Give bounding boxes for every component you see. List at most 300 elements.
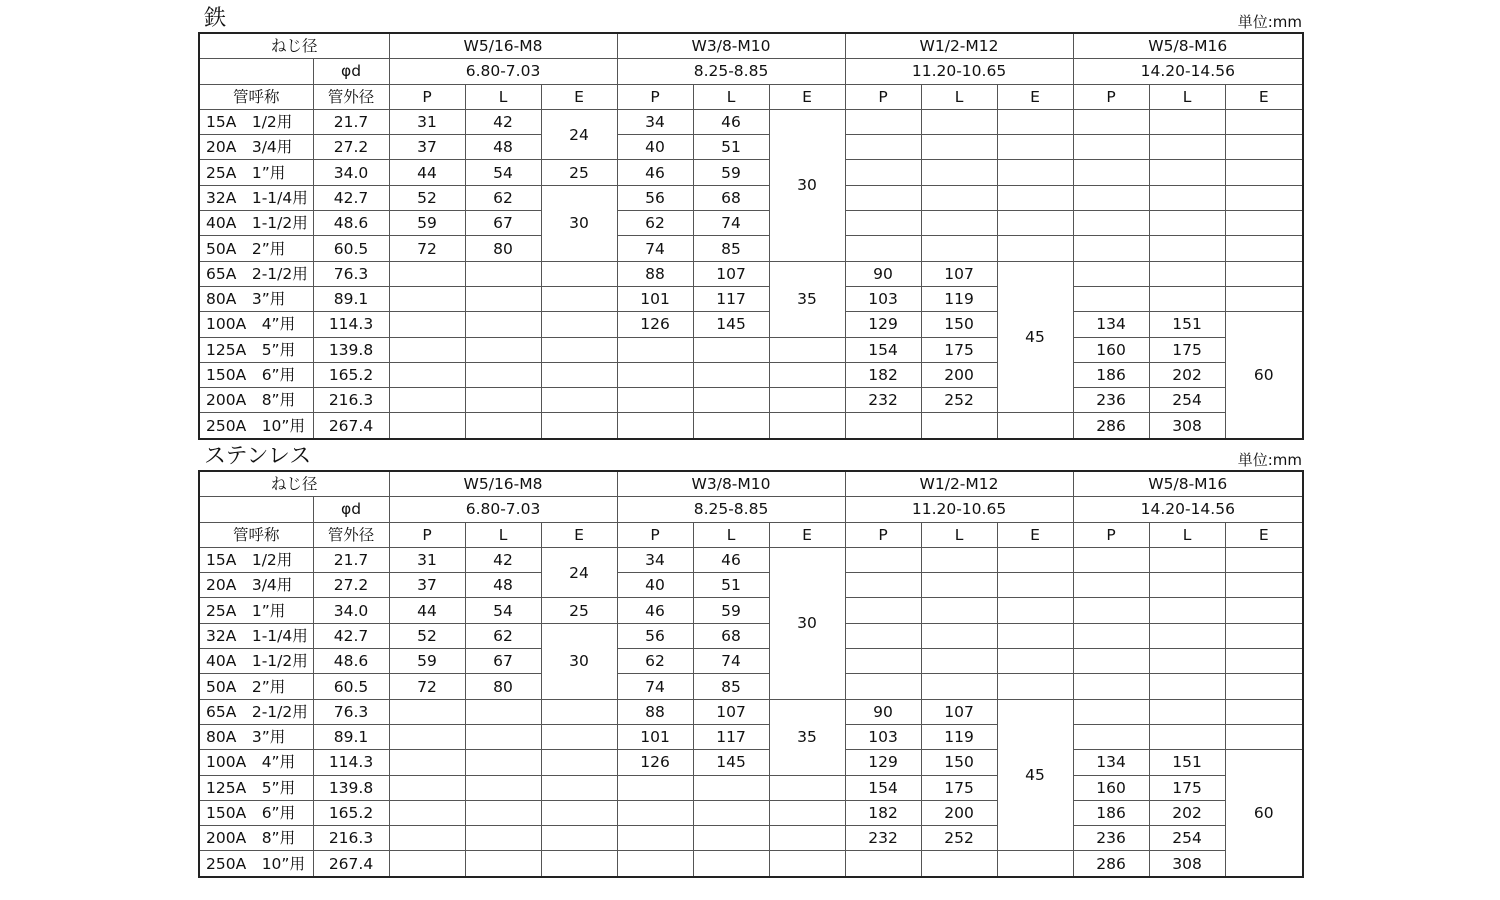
pipe-od-cell: 89.1 xyxy=(313,724,389,749)
empty-cell xyxy=(465,800,541,825)
table-row xyxy=(199,211,1303,236)
empty-cell xyxy=(1225,160,1303,185)
value-cell: 44 xyxy=(389,160,465,185)
value-cell: 134 xyxy=(1073,312,1149,337)
value-cell: 60 xyxy=(1225,312,1303,439)
empty-cell xyxy=(1073,160,1149,185)
pipe-od-cell: 76.3 xyxy=(313,261,389,286)
col-header-l: L xyxy=(921,522,997,547)
empty-cell xyxy=(389,724,465,749)
empty-cell xyxy=(541,750,617,775)
pipe-od-cell: 139.8 xyxy=(313,337,389,362)
value-cell: 56 xyxy=(617,623,693,648)
pipe-name-cell: 125A 5”用 xyxy=(199,775,313,800)
empty-cell xyxy=(1073,185,1149,210)
empty-cell xyxy=(465,337,541,362)
pipe-od-label: 管外径 xyxy=(313,84,389,109)
empty-cell xyxy=(769,413,845,439)
value-cell: 145 xyxy=(693,750,769,775)
thread-name: W1/2-M12 xyxy=(845,33,1073,59)
value-cell: 119 xyxy=(921,724,997,749)
empty-cell xyxy=(845,160,921,185)
pipe-od-label: 管外径 xyxy=(313,522,389,547)
table-row xyxy=(199,109,1303,134)
empty-cell xyxy=(1149,674,1225,699)
col-header-p: P xyxy=(845,522,921,547)
pipe-name-cell: 40A 1-1/2用 xyxy=(199,649,313,674)
empty-cell xyxy=(1149,135,1225,160)
value-cell: 62 xyxy=(617,211,693,236)
value-cell: 59 xyxy=(389,649,465,674)
value-cell: 107 xyxy=(921,699,997,724)
empty-cell xyxy=(465,699,541,724)
empty-cell xyxy=(389,362,465,387)
value-cell: 59 xyxy=(693,160,769,185)
empty-cell xyxy=(541,851,617,877)
table-row xyxy=(199,337,1303,362)
thread-range: 14.20-14.56 xyxy=(1073,59,1303,84)
empty-cell xyxy=(541,337,617,362)
empty-cell xyxy=(997,185,1073,210)
empty-cell xyxy=(1225,623,1303,648)
empty-cell xyxy=(1073,211,1149,236)
pipe-name-cell: 100A 4”用 xyxy=(199,750,313,775)
value-cell: 40 xyxy=(617,135,693,160)
phi-label: φd xyxy=(313,497,389,522)
table-row xyxy=(199,573,1303,598)
value-cell: 236 xyxy=(1073,388,1149,413)
col-header-l: L xyxy=(921,84,997,109)
thread-name: W5/16-M8 xyxy=(389,33,617,59)
table-row xyxy=(199,598,1303,623)
table-row xyxy=(199,851,1303,877)
value-cell: 34 xyxy=(617,547,693,572)
col-header-l: L xyxy=(1149,84,1225,109)
empty-cell xyxy=(921,160,997,185)
value-cell: 37 xyxy=(389,573,465,598)
empty-cell xyxy=(617,388,693,413)
value-cell: 286 xyxy=(1073,851,1149,877)
empty-cell xyxy=(997,109,1073,134)
value-cell: 85 xyxy=(693,236,769,261)
value-cell: 160 xyxy=(1073,775,1149,800)
empty-cell xyxy=(389,826,465,851)
empty-cell xyxy=(997,851,1073,877)
column-header-row xyxy=(199,84,1303,109)
value-cell: 150 xyxy=(921,750,997,775)
empty-cell xyxy=(997,674,1073,699)
pipe-od-cell: 48.6 xyxy=(313,649,389,674)
empty-cell xyxy=(541,800,617,825)
value-cell: 186 xyxy=(1073,800,1149,825)
thread-name: W3/8-M10 xyxy=(617,471,845,497)
value-cell: 72 xyxy=(389,674,465,699)
empty-cell xyxy=(465,750,541,775)
value-cell: 52 xyxy=(389,623,465,648)
value-cell: 68 xyxy=(693,623,769,648)
thread-name: W5/8-M16 xyxy=(1073,471,1303,497)
empty-cell xyxy=(1149,160,1225,185)
empty-cell xyxy=(769,388,845,413)
value-cell: 90 xyxy=(845,261,921,286)
pipe-name-cell: 15A 1/2用 xyxy=(199,547,313,572)
value-cell: 56 xyxy=(617,185,693,210)
empty-cell xyxy=(389,775,465,800)
value-cell: 232 xyxy=(845,826,921,851)
value-cell: 35 xyxy=(769,261,845,337)
unit-label: 単位:mm xyxy=(1237,451,1302,469)
table-row xyxy=(199,699,1303,724)
column-header-row xyxy=(199,522,1303,547)
value-cell: 154 xyxy=(845,337,921,362)
empty-cell xyxy=(541,286,617,311)
section-stainless xyxy=(198,440,1302,878)
pipe-name-cell: 250A 10”用 xyxy=(199,851,313,877)
pipe-od-cell: 42.7 xyxy=(313,185,389,210)
value-cell: 119 xyxy=(921,286,997,311)
value-cell: 60 xyxy=(1225,750,1303,877)
empty-cell xyxy=(845,851,921,877)
empty-cell xyxy=(1149,724,1225,749)
empty-cell xyxy=(389,800,465,825)
value-cell: 68 xyxy=(693,185,769,210)
col-header-p: P xyxy=(845,84,921,109)
empty-cell xyxy=(1073,674,1149,699)
empty-cell xyxy=(845,135,921,160)
empty-cell xyxy=(845,185,921,210)
empty-cell xyxy=(541,413,617,439)
value-cell: 59 xyxy=(389,211,465,236)
value-cell: 200 xyxy=(921,800,997,825)
value-cell: 51 xyxy=(693,135,769,160)
empty-cell xyxy=(1073,261,1149,286)
empty-cell xyxy=(541,775,617,800)
empty-cell xyxy=(997,413,1073,439)
empty-cell xyxy=(1225,573,1303,598)
spec-table xyxy=(198,32,1304,440)
empty-cell xyxy=(617,826,693,851)
empty-cell xyxy=(693,775,769,800)
empty-cell xyxy=(845,547,921,572)
pipe-od-cell: 267.4 xyxy=(313,413,389,439)
thread-range: 6.80-7.03 xyxy=(389,59,617,84)
value-cell: 74 xyxy=(693,211,769,236)
empty-cell xyxy=(465,826,541,851)
table-row xyxy=(199,649,1303,674)
thread-range: 14.20-14.56 xyxy=(1073,497,1303,522)
thread-name: W5/16-M8 xyxy=(389,471,617,497)
empty-cell xyxy=(389,750,465,775)
pipe-od-cell: 21.7 xyxy=(313,547,389,572)
empty-cell xyxy=(1225,724,1303,749)
empty-cell xyxy=(1225,674,1303,699)
table-row xyxy=(199,160,1303,185)
empty-cell xyxy=(389,699,465,724)
empty-cell xyxy=(617,775,693,800)
col-header-e: E xyxy=(769,522,845,547)
empty-cell xyxy=(997,547,1073,572)
value-cell: 129 xyxy=(845,750,921,775)
empty-cell xyxy=(769,851,845,877)
empty-cell xyxy=(769,775,845,800)
value-cell: 175 xyxy=(921,337,997,362)
empty-cell xyxy=(845,623,921,648)
value-cell: 45 xyxy=(997,261,1073,413)
empty-cell xyxy=(617,413,693,439)
empty-cell xyxy=(617,362,693,387)
value-cell: 286 xyxy=(1073,413,1149,439)
pipe-name-cell: 80A 3”用 xyxy=(199,286,313,311)
value-cell: 175 xyxy=(1149,775,1225,800)
section-header xyxy=(198,2,1302,32)
value-cell: 52 xyxy=(389,185,465,210)
empty-cell xyxy=(693,826,769,851)
empty-cell xyxy=(769,362,845,387)
value-cell: 252 xyxy=(921,826,997,851)
empty-cell xyxy=(1225,699,1303,724)
empty-cell xyxy=(389,388,465,413)
pipe-od-cell: 76.3 xyxy=(313,699,389,724)
value-cell: 202 xyxy=(1149,362,1225,387)
value-cell: 30 xyxy=(769,109,845,261)
value-cell: 88 xyxy=(617,261,693,286)
diameter-header-row xyxy=(199,497,1303,522)
value-cell: 107 xyxy=(693,699,769,724)
value-cell: 308 xyxy=(1149,413,1225,439)
thread-range: 8.25-8.85 xyxy=(617,59,845,84)
value-cell: 202 xyxy=(1149,800,1225,825)
table-row xyxy=(199,413,1303,439)
table-row xyxy=(199,826,1303,851)
value-cell: 107 xyxy=(693,261,769,286)
value-cell: 90 xyxy=(845,699,921,724)
pipe-od-cell: 216.3 xyxy=(313,388,389,413)
empty-cell xyxy=(617,800,693,825)
empty-cell xyxy=(693,851,769,877)
value-cell: 42 xyxy=(465,109,541,134)
empty-cell xyxy=(389,413,465,439)
value-cell: 44 xyxy=(389,598,465,623)
empty-cell xyxy=(1225,109,1303,134)
value-cell: 31 xyxy=(389,109,465,134)
pipe-name-label: 管呼称 xyxy=(199,522,313,547)
value-cell: 67 xyxy=(465,211,541,236)
value-cell: 175 xyxy=(1149,337,1225,362)
empty-cell xyxy=(1073,547,1149,572)
value-cell: 54 xyxy=(465,160,541,185)
empty-cell xyxy=(389,851,465,877)
empty-cell xyxy=(997,211,1073,236)
value-cell: 24 xyxy=(541,547,617,598)
value-cell: 252 xyxy=(921,388,997,413)
col-header-e: E xyxy=(1225,84,1303,109)
empty-cell xyxy=(1073,109,1149,134)
thread-name: W3/8-M10 xyxy=(617,33,845,59)
value-cell: 186 xyxy=(1073,362,1149,387)
value-cell: 117 xyxy=(693,286,769,311)
value-cell: 254 xyxy=(1149,388,1225,413)
col-header-e: E xyxy=(541,84,617,109)
col-header-e: E xyxy=(541,522,617,547)
empty-cell xyxy=(921,598,997,623)
value-cell: 25 xyxy=(541,598,617,623)
pipe-name-cell: 80A 3”用 xyxy=(199,724,313,749)
value-cell: 62 xyxy=(617,649,693,674)
col-header-p: P xyxy=(1073,522,1149,547)
col-header-e: E xyxy=(1225,522,1303,547)
empty-cell xyxy=(693,800,769,825)
empty-cell xyxy=(921,109,997,134)
pipe-od-cell: 60.5 xyxy=(313,674,389,699)
pipe-name-cell: 100A 4”用 xyxy=(199,312,313,337)
empty-cell xyxy=(1225,649,1303,674)
value-cell: 232 xyxy=(845,388,921,413)
diameter-header-row xyxy=(199,59,1303,84)
pipe-name-cell: 32A 1-1/4用 xyxy=(199,623,313,648)
value-cell: 160 xyxy=(1073,337,1149,362)
section-header xyxy=(198,440,1302,470)
empty-cell xyxy=(1073,724,1149,749)
value-cell: 150 xyxy=(921,312,997,337)
empty-cell xyxy=(997,573,1073,598)
empty-cell xyxy=(997,623,1073,648)
empty-cell xyxy=(1225,261,1303,286)
empty-cell xyxy=(921,236,997,261)
pipe-name-cell: 25A 1”用 xyxy=(199,598,313,623)
empty-cell xyxy=(769,800,845,825)
empty-cell xyxy=(389,261,465,286)
col-header-p: P xyxy=(389,522,465,547)
value-cell: 54 xyxy=(465,598,541,623)
value-cell: 48 xyxy=(465,135,541,160)
empty-cell xyxy=(541,826,617,851)
value-cell: 37 xyxy=(389,135,465,160)
empty-cell xyxy=(845,674,921,699)
empty-cell xyxy=(1225,547,1303,572)
empty-cell xyxy=(541,261,617,286)
pipe-name-label: 管呼称 xyxy=(199,84,313,109)
value-cell: 74 xyxy=(617,674,693,699)
pipe-od-cell: 114.3 xyxy=(313,312,389,337)
empty-cell xyxy=(921,674,997,699)
unit-label: 単位:mm xyxy=(1237,13,1302,31)
value-cell: 80 xyxy=(465,236,541,261)
empty-cell xyxy=(1149,261,1225,286)
pipe-od-cell: 216.3 xyxy=(313,826,389,851)
empty-cell xyxy=(1073,699,1149,724)
phi-label: φd xyxy=(313,59,389,84)
empty-cell xyxy=(769,826,845,851)
value-cell: 51 xyxy=(693,573,769,598)
empty-cell xyxy=(389,312,465,337)
empty-cell xyxy=(465,286,541,311)
value-cell: 88 xyxy=(617,699,693,724)
table-row xyxy=(199,185,1303,210)
pipe-name-cell: 20A 3/4用 xyxy=(199,573,313,598)
empty-cell xyxy=(845,211,921,236)
value-cell: 40 xyxy=(617,573,693,598)
value-cell: 182 xyxy=(845,362,921,387)
value-cell: 80 xyxy=(465,674,541,699)
table-row xyxy=(199,312,1303,337)
value-cell: 46 xyxy=(693,109,769,134)
value-cell: 30 xyxy=(769,547,845,699)
empty-cell xyxy=(199,59,313,84)
empty-cell xyxy=(1149,623,1225,648)
pipe-name-cell: 150A 6”用 xyxy=(199,800,313,825)
pipe-name-cell: 40A 1-1/2用 xyxy=(199,211,313,236)
empty-cell xyxy=(1073,135,1149,160)
value-cell: 107 xyxy=(921,261,997,286)
pipe-od-cell: 267.4 xyxy=(313,851,389,877)
empty-cell xyxy=(1225,236,1303,261)
pipe-od-cell: 165.2 xyxy=(313,800,389,825)
empty-cell xyxy=(1225,185,1303,210)
pipe-name-cell: 200A 8”用 xyxy=(199,388,313,413)
value-cell: 117 xyxy=(693,724,769,749)
spec-table xyxy=(198,470,1304,878)
thread-range: 6.80-7.03 xyxy=(389,497,617,522)
thread-range: 11.20-10.65 xyxy=(845,59,1073,84)
empty-cell xyxy=(997,160,1073,185)
pipe-name-cell: 15A 1/2用 xyxy=(199,109,313,134)
empty-cell xyxy=(199,497,313,522)
pipe-name-cell: 50A 2”用 xyxy=(199,674,313,699)
empty-cell xyxy=(465,312,541,337)
table-row xyxy=(199,135,1303,160)
pipe-name-cell: 25A 1”用 xyxy=(199,160,313,185)
thread-label: ねじ径 xyxy=(199,471,389,497)
value-cell: 175 xyxy=(921,775,997,800)
value-cell: 74 xyxy=(693,649,769,674)
empty-cell xyxy=(845,573,921,598)
empty-cell xyxy=(997,649,1073,674)
table-row xyxy=(199,362,1303,387)
value-cell: 46 xyxy=(617,160,693,185)
thread-name: W1/2-M12 xyxy=(845,471,1073,497)
section-title: 鉄 xyxy=(204,6,227,31)
empty-cell xyxy=(1073,573,1149,598)
empty-cell xyxy=(465,362,541,387)
empty-cell xyxy=(1149,109,1225,134)
table-row xyxy=(199,388,1303,413)
pipe-od-cell: 139.8 xyxy=(313,775,389,800)
empty-cell xyxy=(465,724,541,749)
value-cell: 254 xyxy=(1149,826,1225,851)
empty-cell xyxy=(997,135,1073,160)
table-row xyxy=(199,800,1303,825)
value-cell: 48 xyxy=(465,573,541,598)
empty-cell xyxy=(693,413,769,439)
value-cell: 182 xyxy=(845,800,921,825)
table-row xyxy=(199,547,1303,572)
pipe-od-cell: 114.3 xyxy=(313,750,389,775)
pipe-od-cell: 34.0 xyxy=(313,598,389,623)
empty-cell xyxy=(693,337,769,362)
value-cell: 101 xyxy=(617,724,693,749)
empty-cell xyxy=(845,236,921,261)
empty-cell xyxy=(1149,573,1225,598)
value-cell: 42 xyxy=(465,547,541,572)
empty-cell xyxy=(465,775,541,800)
value-cell: 62 xyxy=(465,185,541,210)
empty-cell xyxy=(389,337,465,362)
value-cell: 154 xyxy=(845,775,921,800)
empty-cell xyxy=(845,109,921,134)
empty-cell xyxy=(921,573,997,598)
thread-range: 11.20-10.65 xyxy=(845,497,1073,522)
pipe-od-cell: 48.6 xyxy=(313,211,389,236)
